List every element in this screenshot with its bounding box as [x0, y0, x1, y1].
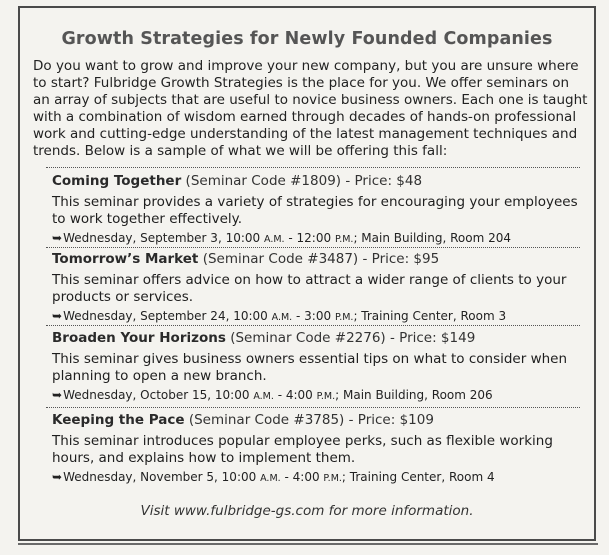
schedule-location: ; Main Building, Room 206 [335, 388, 493, 402]
bottom-rule [18, 543, 598, 545]
seminar-schedule [52, 230, 592, 248]
footer-note: Visit www.fulbridge-gs.com for more information. [140, 503, 474, 519]
seminar-code: (Seminar Code #2276) [230, 330, 386, 346]
schedule-date: Wednesday, October 15, 10:00 [63, 388, 250, 402]
seminar-heading [52, 411, 592, 429]
seminar-name: Keeping the Pace [52, 412, 185, 428]
seminar-description: This seminar provides a variety of strategies for encouraging your employees to work together effectively. [52, 194, 578, 227]
divider [46, 247, 580, 248]
schedule-location: ; Training Center, Room 4 [341, 470, 495, 484]
schedule-end: - 12:00 [288, 231, 332, 245]
end-ampm: P.M. [334, 312, 354, 323]
schedule-end: - 3:00 [296, 309, 332, 323]
schedule-location: ; Main Building, Room 204 [353, 231, 511, 245]
divider [46, 167, 580, 168]
schedule-date: Wednesday, September 3, 10:00 [63, 231, 261, 245]
end-ampm: P.M. [334, 234, 354, 245]
seminar-code: (Seminar Code #3487) [202, 251, 359, 267]
start-ampm: A.M. [271, 312, 293, 323]
seminar-heading [52, 250, 592, 268]
start-ampm: A.M. [253, 391, 274, 402]
arrow-right-icon: ➥ [52, 231, 63, 245]
start-ampm: A.M. [263, 234, 285, 245]
seminar-code: (Seminar Code #3785) [188, 412, 345, 428]
seminar-schedule [52, 387, 592, 405]
schedule-date: Wednesday, September 24, 10:00 [63, 309, 268, 323]
seminar-description: This seminar introduces popular employee perks, such as flexible working hours, and explains how to implement them. [52, 433, 553, 466]
seminar-description: This seminar offers advice on how to attract a wider range of clients to your products or services. [52, 272, 567, 305]
divider [46, 407, 580, 408]
seminar-schedule [52, 469, 592, 487]
seminar-name: Coming Together [52, 173, 182, 189]
arrow-right-icon: ➥ [52, 309, 63, 323]
seminar-item [52, 411, 592, 487]
divider [46, 325, 580, 326]
seminar-heading [52, 172, 592, 190]
seminar-price: - Price: $109 [348, 412, 434, 428]
schedule-end: - 4:00 [277, 388, 313, 402]
seminar-code: (Seminar Code #1809) [185, 173, 342, 189]
schedule-date: Wednesday, November 5, 10:00 [63, 470, 257, 484]
seminar-item [52, 250, 592, 326]
end-ampm: P.M. [316, 391, 336, 402]
seminar-price: - Price: $48 [345, 173, 423, 189]
seminar-schedule [52, 308, 592, 326]
seminar-name: Broaden Your Horizons [52, 330, 226, 346]
schedule-end: - 4:00 [284, 470, 320, 484]
start-ampm: A.M. [260, 473, 281, 484]
schedule-location: ; Training Center, Room 3 [353, 309, 507, 323]
intro-paragraph: Do you want to grow and improve your new company, but you are unsure where to start? Fulbridge Growth Strategies is the place for you. We offer seminars on an array of subjects that are useful to novice business owners. Each one is taught with a combination of wisdom earned through decades of hands-on professional work and cutting-edge understanding of the latest management techniques and trends. Below is a sample of what we will be offering this fall: [33, 58, 588, 159]
seminar-item [52, 329, 592, 405]
seminar-price: - Price: $95 [362, 251, 440, 267]
page-title: Growth Strategies for Newly Founded Companies [61, 29, 553, 49]
seminar-heading [52, 329, 592, 347]
arrow-right-icon: ➥ [52, 470, 63, 484]
seminar-description: This seminar gives business owners essential tips on what to consider when planning to open a new branch. [52, 351, 568, 384]
seminar-item [52, 172, 592, 248]
seminar-price: - Price: $149 [390, 330, 476, 346]
seminar-name: Tomorrow’s Market [52, 251, 199, 267]
arrow-right-icon: ➥ [52, 388, 63, 402]
end-ampm: P.M. [323, 473, 342, 484]
